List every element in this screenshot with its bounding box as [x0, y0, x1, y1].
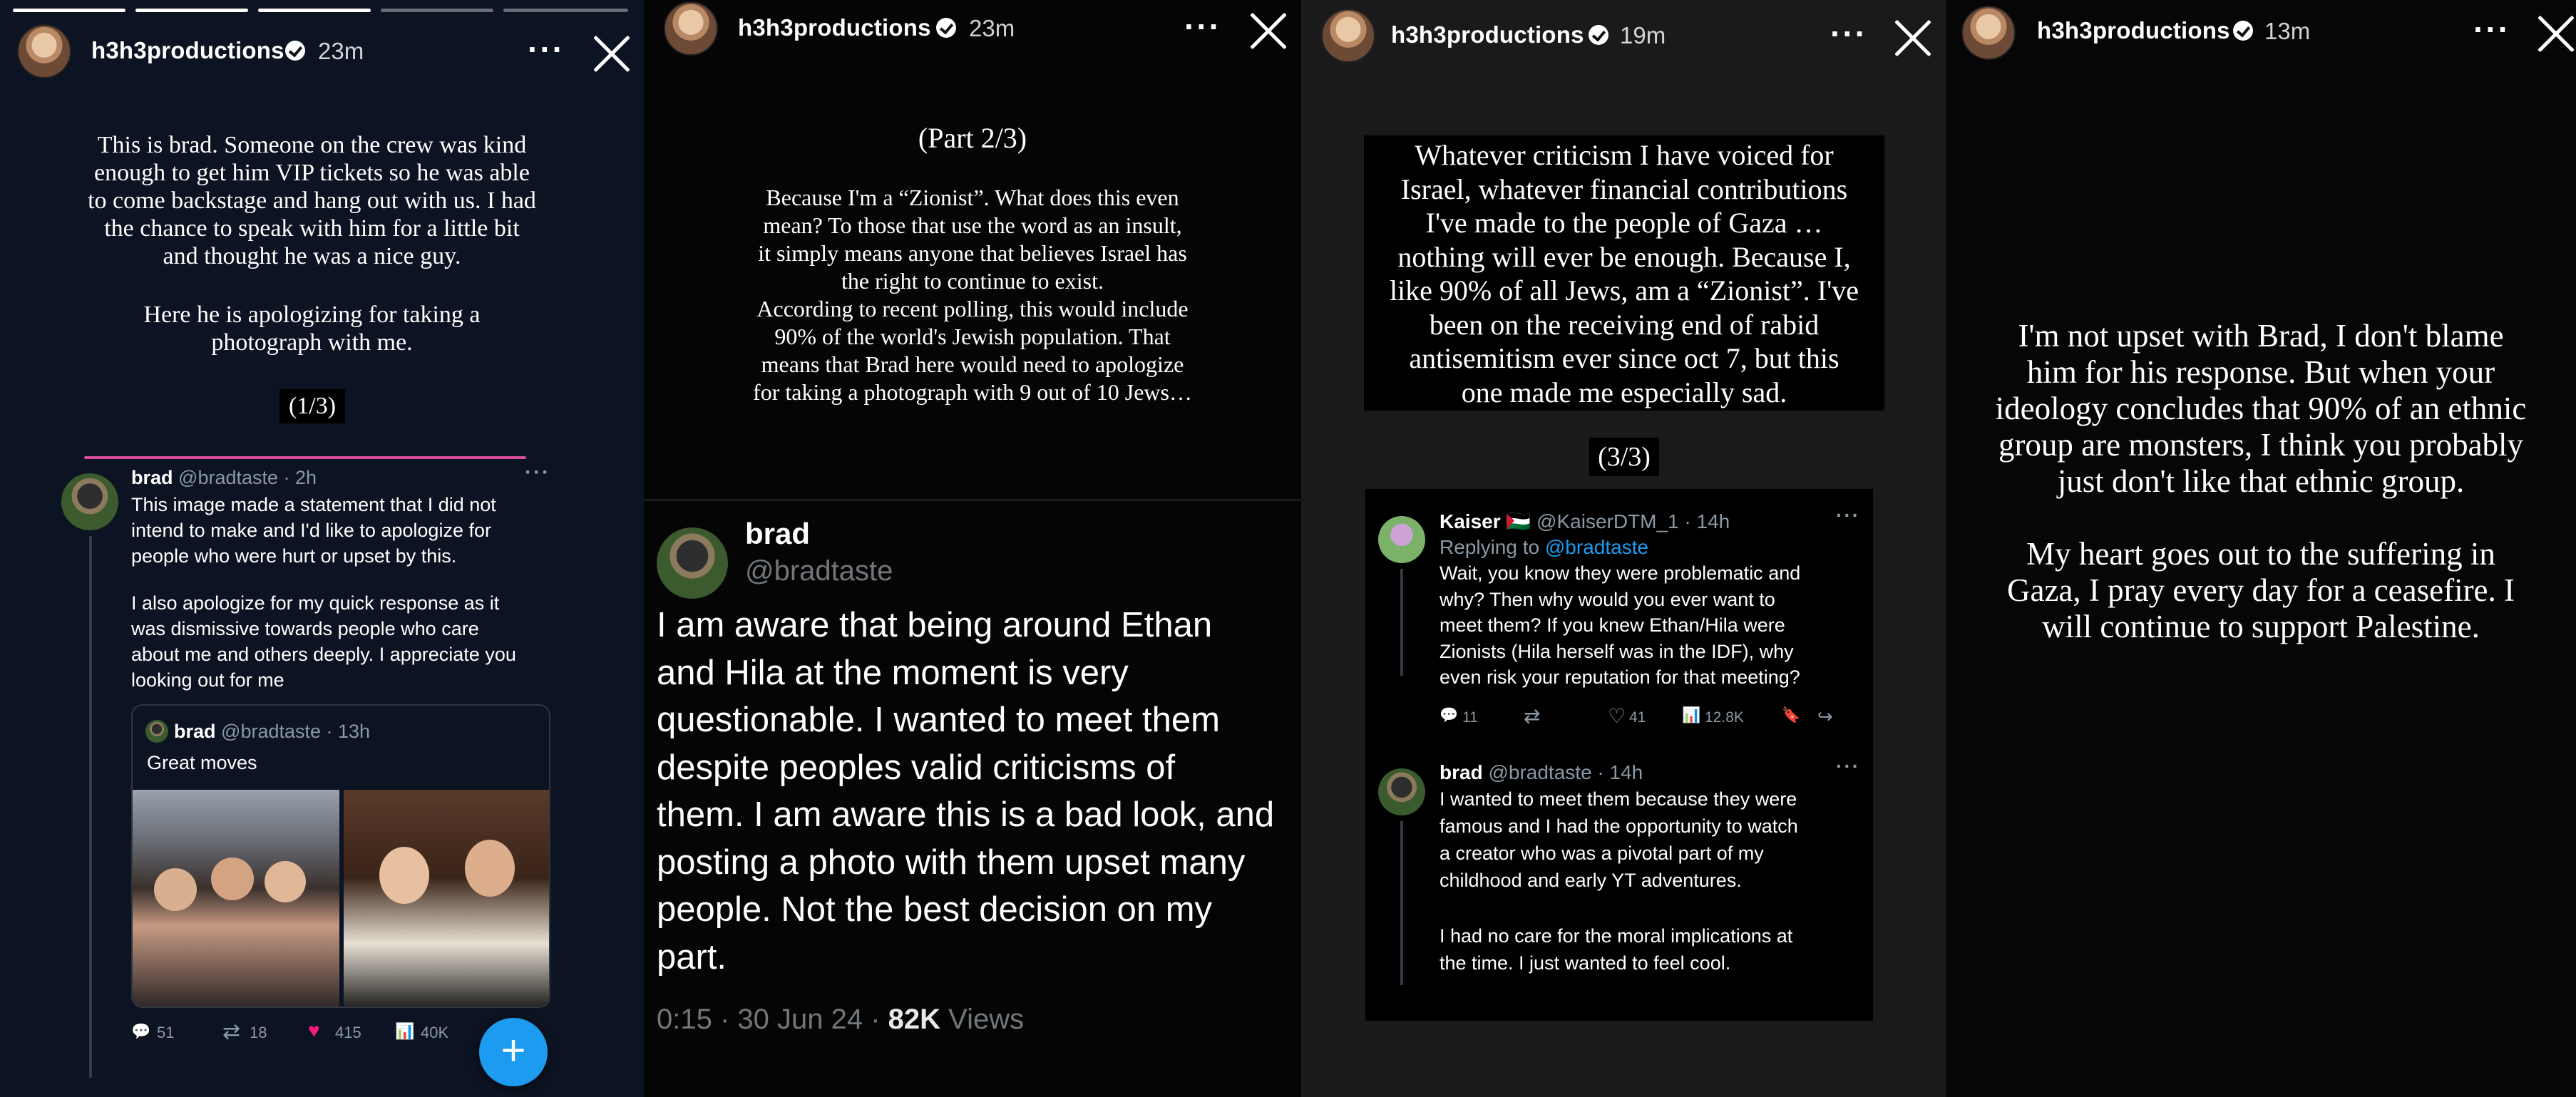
avatar[interactable]: [1961, 6, 2016, 60]
replying-to: [1440, 535, 1648, 560]
tweet-author: [131, 465, 317, 490]
more-options-icon[interactable]: ···: [1184, 8, 1221, 45]
views-count: 12.8K: [1705, 709, 1744, 726]
compose-fab-button[interactable]: +: [479, 1018, 548, 1086]
views-count: 82K: [888, 1004, 941, 1035]
part-indicator: (3/3): [1589, 438, 1659, 476]
story-panel-2: [644, 0, 1301, 1097]
verified-icon: [285, 41, 305, 61]
story-panel-4: [1946, 0, 2576, 1097]
person-face: [211, 857, 254, 900]
tweet-more-icon[interactable]: ···: [1836, 504, 1860, 526]
more-options-icon[interactable]: ···: [1830, 15, 1867, 52]
story-panel-3: [1301, 0, 1946, 1097]
views-label: Views: [940, 1004, 1025, 1035]
replying-handle[interactable]: @bradtaste: [1544, 536, 1649, 558]
person-face: [379, 847, 429, 904]
tweet-avatar: [61, 473, 118, 530]
story-progress-segment: [503, 9, 628, 12]
tweet-text-2: I had no care for the moral implications at the time. I just wanted to feel cool.: [1440, 925, 1793, 974]
quoted-tweet[interactable]: [131, 704, 550, 1008]
tweet-name: brad: [131, 467, 173, 488]
replying-prefix: Replying to: [1440, 536, 1545, 558]
caption-paragraph-2: My heart goes out to the suffering in Gaza, I pray every day for a ceasefire. I will continue to support Palestine.: [2006, 536, 2515, 644]
divider: [644, 499, 1301, 501]
caption-paragraph-2: According to recent polling, this would include 90% of the world's Jewish population. That means that Brad here would need to apologize for taking a photograph with 9 out of 10 Jews…: [753, 296, 1192, 405]
tweet-avatar: [1378, 516, 1425, 563]
post-time: 13m: [2264, 18, 2311, 44]
tweet-more-icon[interactable]: ···: [1836, 755, 1860, 777]
views-count: 40K: [421, 1024, 449, 1041]
tweet-meta: @bradtaste · 14h: [1488, 761, 1643, 783]
like-count: 41: [1629, 709, 1646, 726]
quoted-avatar: [145, 720, 168, 743]
story-progress-segment: [135, 9, 248, 12]
close-icon[interactable]: [592, 34, 632, 74]
story-progress-segment: [13, 9, 125, 12]
tweet-author: [1440, 760, 1643, 786]
tweet-thread-screenshot: [1365, 489, 1873, 1021]
like-icon[interactable]: ♡: [1608, 705, 1626, 727]
caption-paragraph-1: This is brad. Someone on the crew was kind enough to get him VIP tickets so he was able to come backstage and hang out with us. I had the chance to speak with him for a little bit and thought he was a nice guy.: [88, 132, 536, 269]
username[interactable]: h3h3productions: [1391, 21, 1584, 48]
post-time: 23m: [969, 15, 1015, 41]
tweet-timestamp: [657, 998, 1024, 1041]
story-header: [1301, 0, 1946, 71]
person-face: [265, 861, 306, 902]
story-progress-segment: [258, 9, 371, 12]
caption-paragraph-2: Here he is apologizing for taking a photograph with me.: [143, 302, 481, 356]
part-indicator: (1/3): [279, 389, 345, 423]
caption-text: Whatever criticism I have voiced for Israel, whatever financial contributions I've made to the people of Gaza … nothing will ever be enough. Because I, like 90% of all Jews, am a “Zionist”. I've been on the receiving end of rabid antisemitism ever since oct 7, but this one made me especially sad.: [1364, 135, 1884, 411]
avatar[interactable]: [1321, 9, 1375, 63]
tweet-date: 0:15 · 30 Jun 24 ·: [657, 1004, 888, 1035]
tweet-avatar: [657, 527, 728, 599]
person-face: [465, 840, 515, 897]
tweet-text: I am aware that being around Ethan and Hila at the moment is very questionable. I wanted to meet them despite peoples valid criticisms of them. I am aware this is a bad look, and posting a photo with them upset many people. Not the best decision on my part.: [657, 606, 1275, 977]
tweet-text-2: I also apologize for my quick response as it was dismissive towards people who care about me and others deeply. I appreciate you looking out for me: [131, 592, 516, 691]
username[interactable]: h3h3productions: [2037, 17, 2230, 43]
like-count: 415: [335, 1024, 361, 1041]
avatar[interactable]: [17, 24, 71, 78]
reply-icon[interactable]: 💬: [1440, 707, 1459, 723]
views-icon: 📊: [1682, 707, 1701, 723]
post-time: 19m: [1620, 22, 1666, 48]
verified-icon: [936, 18, 956, 38]
thread-line: [1400, 821, 1403, 985]
post-time: 23m: [318, 38, 364, 64]
quoted-author: [174, 719, 370, 744]
photo-group[interactable]: [133, 790, 339, 1008]
avatar[interactable]: [664, 1, 718, 56]
story-header: [0, 20, 644, 91]
tweet-text-1: I wanted to meet them because they were famous and I had the opportunity to watch a creator who was a pivotal part of my childhood and early YT adventures.: [1440, 788, 1798, 891]
retweet-count: 18: [250, 1024, 267, 1041]
more-options-icon[interactable]: ···: [2473, 11, 2510, 48]
more-options-icon[interactable]: ···: [528, 31, 565, 68]
verified-icon: [1589, 25, 1608, 45]
username[interactable]: h3h3productions: [91, 37, 284, 63]
caption-paragraph-1: Because I'm a “Zionist”. What does this even mean? To those that use the word as an insult, it simply means anyone that believes Israel has the right to continue to exist.: [758, 185, 1187, 294]
story-panel-1: [0, 0, 644, 1097]
thread-line: [89, 536, 92, 1078]
tweet-text: Wait, you know they were problematic and why? Then why would you ever want to meet them? If you knew Ethan/Hila were Zionists (Hila herself was in the IDF), why even risk your reputation for that meeting?: [1440, 562, 1801, 688]
quoted-text: Great moves: [147, 752, 257, 773]
tweet-more-icon[interactable]: ···: [525, 460, 550, 484]
tweet-name: Kaiser 🇵🇸: [1440, 510, 1531, 532]
tweet-screenshot: [57, 460, 556, 1097]
verified-icon: [2233, 21, 2253, 41]
bookmark-icon[interactable]: 🔖: [1782, 707, 1801, 723]
tweet-handle: @bradtaste: [745, 555, 893, 587]
tweet-meta: @KaiserDTM_1 · 14h: [1536, 510, 1730, 532]
share-icon[interactable]: ↪: [1817, 706, 1833, 727]
person-face: [154, 868, 197, 911]
tweet-meta: @bradtaste · 2h: [178, 467, 317, 488]
tweet-screenshot: [644, 506, 1301, 1097]
username[interactable]: h3h3productions: [738, 14, 931, 41]
like-icon[interactable]: ♥: [308, 1019, 320, 1041]
tweet-name: brad: [1440, 761, 1483, 783]
reply-count: 51: [157, 1024, 175, 1041]
story-header: [1946, 0, 2576, 71]
reply-count: 11: [1462, 709, 1478, 726]
tweet-author: [1440, 509, 1730, 535]
close-icon[interactable]: [1893, 19, 1933, 58]
views-icon: 📊: [395, 1022, 415, 1040]
reply-icon[interactable]: 💬: [131, 1022, 151, 1040]
close-icon[interactable]: [1248, 11, 1288, 51]
tweet-actions: [1440, 707, 1867, 731]
divider: [84, 456, 526, 459]
retweet-icon[interactable]: ⇄: [1524, 705, 1541, 727]
retweet-icon[interactable]: ⇄: [222, 1020, 241, 1044]
quoted-meta: @bradtaste · 13h: [221, 721, 371, 742]
quoted-name: brad: [174, 721, 216, 742]
caption-paragraph-1: I'm not upset with Brad, I don't blame him for his response. But when your ideology concludes that 90% of an ethnic group are monsters, I think you probably just don't like that ethnic group.: [1995, 318, 2527, 499]
part-indicator: (Part 2/3): [918, 122, 1027, 154]
tweet-text-1: This image made a statement that I did not intend to make and I'd like to apologize for people who were hurt or upset by this.: [131, 494, 496, 567]
tweet-name: brad: [745, 517, 811, 550]
close-icon[interactable]: [2536, 14, 2576, 54]
photo-couple[interactable]: [344, 790, 550, 1008]
story-progress-segment: [381, 9, 493, 12]
story-header: [644, 0, 1301, 71]
tweet-avatar: [1378, 768, 1425, 815]
thread-line: [1400, 569, 1403, 676]
